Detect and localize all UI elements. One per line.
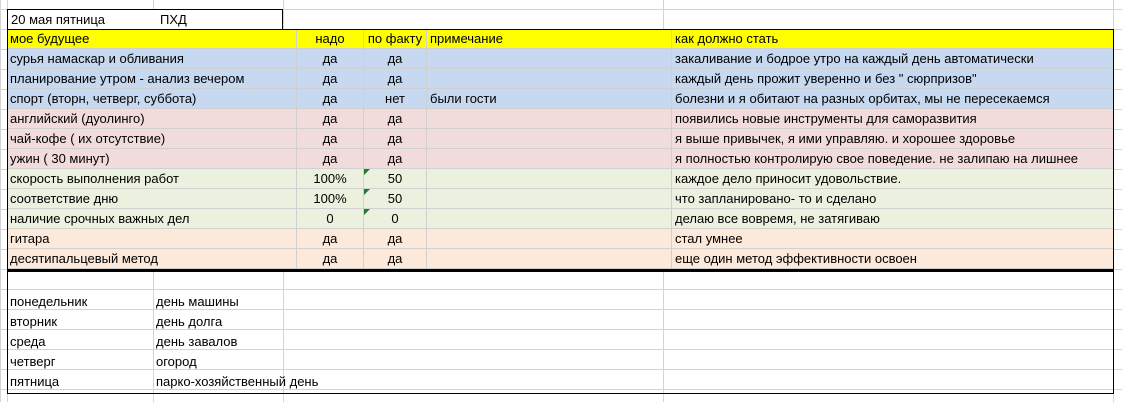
cell-goal[interactable]: появились новые инструменты для саморазвития <box>672 109 1113 129</box>
weekday-cell[interactable]: пятница <box>10 374 60 389</box>
cell-fact[interactable]: 50 <box>364 189 427 209</box>
cell-note[interactable] <box>427 169 672 189</box>
title-date[interactable]: 20 мая пятница <box>11 12 106 27</box>
cell-need[interactable]: да <box>297 249 364 269</box>
cell-note[interactable] <box>427 149 672 169</box>
cell-note[interactable] <box>427 189 672 209</box>
table-row <box>7 109 1113 129</box>
cell-goal[interactable]: закаливание и бодрое утро на каждый день автоматически <box>672 49 1113 69</box>
list-item <box>10 292 239 312</box>
cell-habit[interactable]: соответствие дню <box>7 189 297 209</box>
table-row <box>7 209 1113 229</box>
table-row <box>7 249 1113 269</box>
header-goal[interactable]: как должно стать <box>672 29 1113 49</box>
cell-habit[interactable]: скорость выполнения работ <box>7 169 297 189</box>
cell-fact[interactable]: да <box>364 69 427 89</box>
table-row <box>7 129 1113 149</box>
cell-note[interactable] <box>427 229 672 249</box>
header-note[interactable]: примечание <box>427 29 672 49</box>
header-row <box>7 29 1113 49</box>
header-my-future[interactable]: мое будущее <box>7 29 297 49</box>
cell-note[interactable] <box>427 69 672 89</box>
day-theme-cell[interactable]: огород <box>156 354 197 369</box>
cell-need[interactable]: да <box>297 69 364 89</box>
cell-goal[interactable]: еще один метод эффективности освоен <box>672 249 1113 269</box>
cell-goal[interactable]: я выше привычек, я ими управляю. и хорошее здоровье <box>672 129 1113 149</box>
cell-goal[interactable]: каждый день прожит уверенно и без " сюрпризов" <box>672 69 1113 89</box>
cell-goal[interactable]: каждое дело приносит удовольствие. <box>672 169 1113 189</box>
cell-note[interactable] <box>427 129 672 149</box>
cell-habit[interactable]: спорт (вторн, четверг, суббота) <box>7 89 297 109</box>
cell-note[interactable] <box>427 209 672 229</box>
cell-need[interactable]: да <box>297 229 364 249</box>
cell-goal[interactable]: что запланировано- то и сделано <box>672 189 1113 209</box>
cell-habit[interactable]: ужин ( 30 минут) <box>7 149 297 169</box>
weekday-cell[interactable]: понедельник <box>10 294 88 309</box>
table-row <box>7 169 1113 189</box>
grid-line <box>1113 0 1114 402</box>
cell-goal[interactable]: я полностью контролирую свое поведение. не залипаю на лишнее <box>672 149 1113 169</box>
cell-fact[interactable]: 0 <box>364 209 427 229</box>
cell-habit[interactable]: сурья намаскар и обливания <box>7 49 297 69</box>
list-item <box>10 372 318 392</box>
cell-note[interactable] <box>427 109 672 129</box>
title-box[interactable] <box>7 9 283 29</box>
day-theme-cell[interactable]: день завалов <box>156 334 238 349</box>
cell-habit[interactable]: английский (дуолинго) <box>7 109 297 129</box>
list-item <box>10 332 237 352</box>
cell-fact[interactable]: да <box>364 149 427 169</box>
cell-habit[interactable]: чай-кофе ( их отсутствие) <box>7 129 297 149</box>
cell-need[interactable]: да <box>297 89 364 109</box>
cell-fact[interactable]: да <box>364 229 427 249</box>
header-need[interactable]: надо <box>297 29 364 49</box>
cell-need[interactable]: да <box>297 49 364 69</box>
title-code[interactable]: ПХД <box>160 12 187 27</box>
cell-goal[interactable]: болезни и я обитают на разных орбитах, мы не пересекаемся <box>672 89 1113 109</box>
cell-note[interactable]: были гости <box>427 89 672 109</box>
weekday-cell[interactable]: среда <box>10 334 46 349</box>
day-theme-cell[interactable]: парко-хозяйственный день <box>156 374 319 389</box>
table-row <box>7 149 1113 169</box>
table-row <box>7 229 1113 249</box>
cell-note[interactable] <box>427 49 672 69</box>
cell-habit[interactable]: наличие срочных важных дел <box>7 209 297 229</box>
cell-need[interactable]: 100% <box>297 169 364 189</box>
cell-fact[interactable]: да <box>364 129 427 149</box>
list-item <box>10 352 197 372</box>
cell-habit[interactable]: гитара <box>7 229 297 249</box>
cell-need[interactable]: да <box>297 109 364 129</box>
cell-note[interactable] <box>427 249 672 269</box>
cell-habit[interactable]: планирование утром - анализ вечером <box>7 69 297 89</box>
table-row <box>7 89 1113 109</box>
cell-need[interactable]: да <box>297 129 364 149</box>
day-theme-cell[interactable]: день машины <box>156 294 239 309</box>
list-item <box>10 312 222 332</box>
cell-fact[interactable]: да <box>364 249 427 269</box>
cell-fact[interactable]: да <box>364 49 427 69</box>
cell-fact[interactable]: 50 <box>364 169 427 189</box>
cell-fact[interactable]: да <box>364 109 427 129</box>
table-row <box>7 69 1113 89</box>
weekday-cell[interactable]: вторник <box>10 314 58 329</box>
cell-need[interactable]: да <box>297 149 364 169</box>
header-fact[interactable]: по факту <box>364 29 427 49</box>
cell-fact[interactable]: нет <box>364 89 427 109</box>
table-row <box>7 189 1113 209</box>
day-theme-cell[interactable]: день долга <box>156 314 223 329</box>
weekday-cell[interactable]: четверг <box>10 354 56 369</box>
cell-need[interactable]: 0 <box>297 209 364 229</box>
table-row <box>7 49 1113 69</box>
cell-goal[interactable]: делаю все вовремя, не затягиваю <box>672 209 1113 229</box>
cell-need[interactable]: 100% <box>297 189 364 209</box>
cell-habit[interactable]: десятипальцевый метод <box>7 249 297 269</box>
cell-goal[interactable]: стал умнее <box>672 229 1113 249</box>
